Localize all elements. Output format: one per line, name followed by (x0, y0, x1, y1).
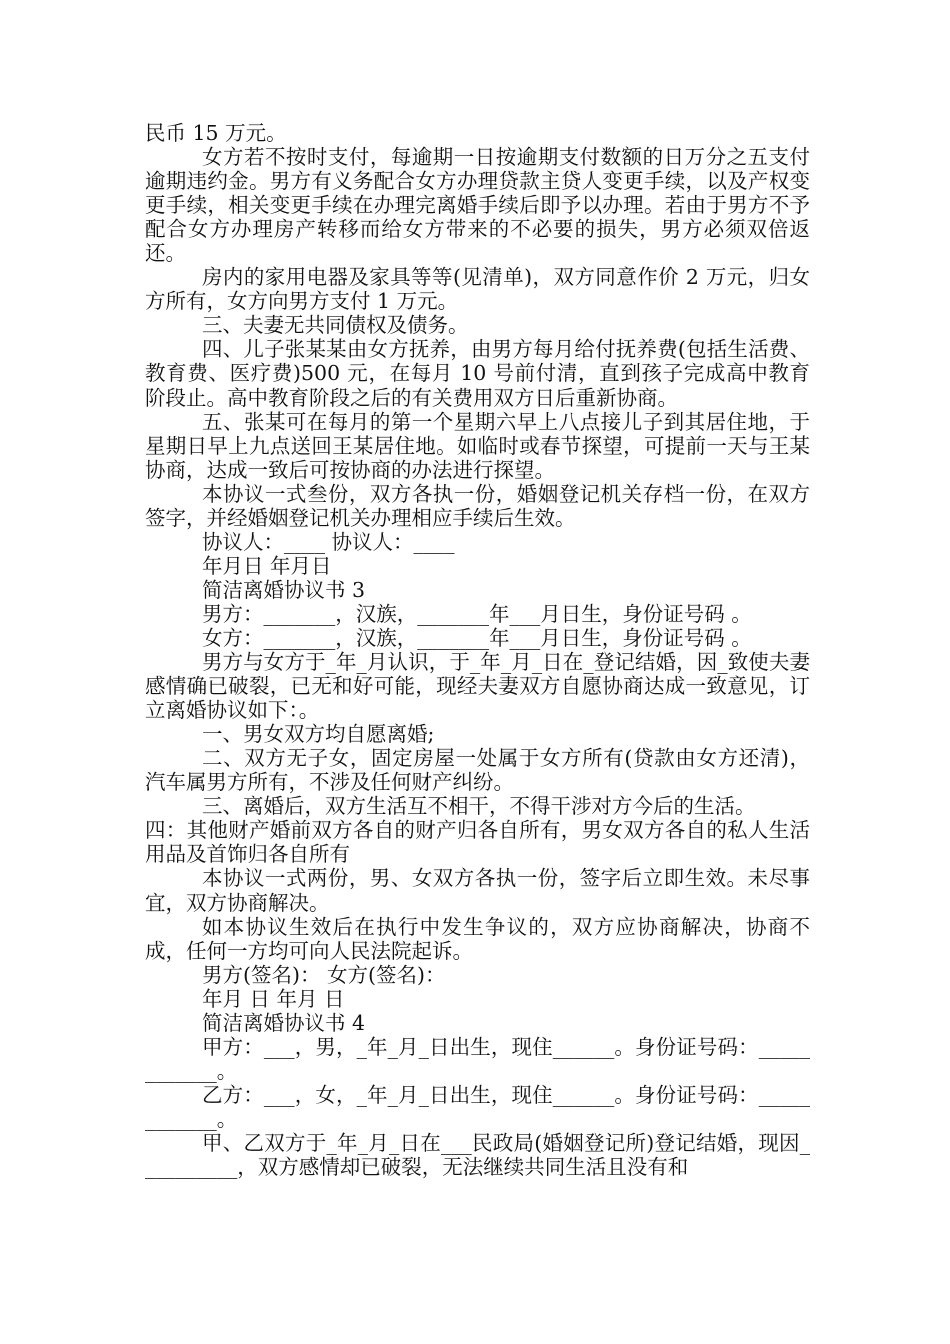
paragraph: 简洁离婚协议书 3 (202, 577, 366, 602)
paragraph: 如本协议生效后在执行中发生争议的，双方应协商解决，协商不成，任何一方均可向人民法院起诉。 (145, 914, 810, 963)
paragraph: 四、儿子张某某由女方抚养，由男方每月给付抚养费(包括生活费、教育费、医疗费)500 元，在每月 10 号前付清，直到孩子完成高中教育阶段止。高中教育阶段之后的有关费用双方日后重新协商。 (145, 337, 810, 410)
paragraph: 乙方：___，女，_年_月_日出生，现住______。身份证号码：____________。 (145, 1082, 810, 1131)
paragraph: 简洁离婚协议书 4 (202, 1010, 366, 1035)
paragraph: 女方若不按时支付，每逾期一日按逾期支付数额的日万分之五支付逾期违约金。男方有义务配合女方办理贷款主贷人变更手续，以及产权变更手续，相关变更手续在办理完离婚手续后即予以办理。若由于男方不予配合女方办理房产转移而给女方带来的不必要的损失，男方必须双倍返还。 (145, 145, 810, 266)
paragraph: 甲方：___，男，_年_月_日出生，现住______。身份证号码：____________。 (145, 1034, 810, 1083)
document-body (145, 121, 810, 1179)
paragraph: 男方：_______，汉族，_______年___月日生，身份证号码 。 (202, 601, 752, 626)
paragraph: 民币 15 万元。 (145, 121, 287, 145)
paragraph: 三、离婚后，双方生活互不相干，不得干涉对方今后的生活。 (202, 794, 756, 819)
paragraph: 四：其他财产婚前双方各自的财产归各自所有，男女双方各自的私人生活用品及首饰归各自所有 (145, 818, 810, 867)
paragraph: 协议人：____ 协议人：____ (202, 529, 455, 554)
paragraph: 甲、乙双方于_年_月_日在___民政局(婚姻登记所)登记结婚，现因__________，双方感情却已破裂，无法继续共同生活且没有和 (145, 1130, 810, 1180)
paragraph: 一、男女双方均自愿离婚; (202, 722, 435, 747)
paragraph: 男方与女方于_年_月认识，于_年_月_日在_登记结婚，因_致使夫妻感情确已破裂，已无和好可能，现经夫妻双方自愿协商达成一致意见，订立离婚协议如下：。 (145, 650, 810, 723)
paragraph: 本协议一式两份，男、女双方各执一份，签字后立即生效。未尽事宜，双方协商解决。 (145, 866, 810, 915)
paragraph: 年月日 年月日 (202, 553, 332, 578)
paragraph: 年月 日 年月 日 (202, 986, 345, 1011)
paragraph: 房内的家用电器及家具等等(见清单)，双方同意作价 2 万元，归女方所有，女方向男方支付 1 万元。 (145, 265, 810, 314)
paragraph: 男方(签名)： 女方(签名)： (202, 962, 446, 987)
paragraph: 三、夫妻无共同债权及债务。 (202, 313, 469, 338)
paragraph: 女方：_______，汉族，_______年___月日生，身份证号码 。 (202, 625, 752, 650)
paragraph: 五、张某可在每月的第一个星期六早上八点接儿子到其居住地，于星期日早上九点送回王某居住地。如临时或春节探望，可提前一天与王某协商，达成一致后可按协商的办法进行探望。 (145, 409, 810, 482)
paragraph: 二、双方无子女，固定房屋一处属于女方所有(贷款由女方还清)，汽车属男方所有，不涉及任何财产纠纷。 (145, 746, 810, 795)
paragraph: 本协议一式叁份，双方各执一份，婚姻登记机关存档一份，在双方签字，并经婚姻登记机关办理相应手续后生效。 (145, 481, 810, 530)
